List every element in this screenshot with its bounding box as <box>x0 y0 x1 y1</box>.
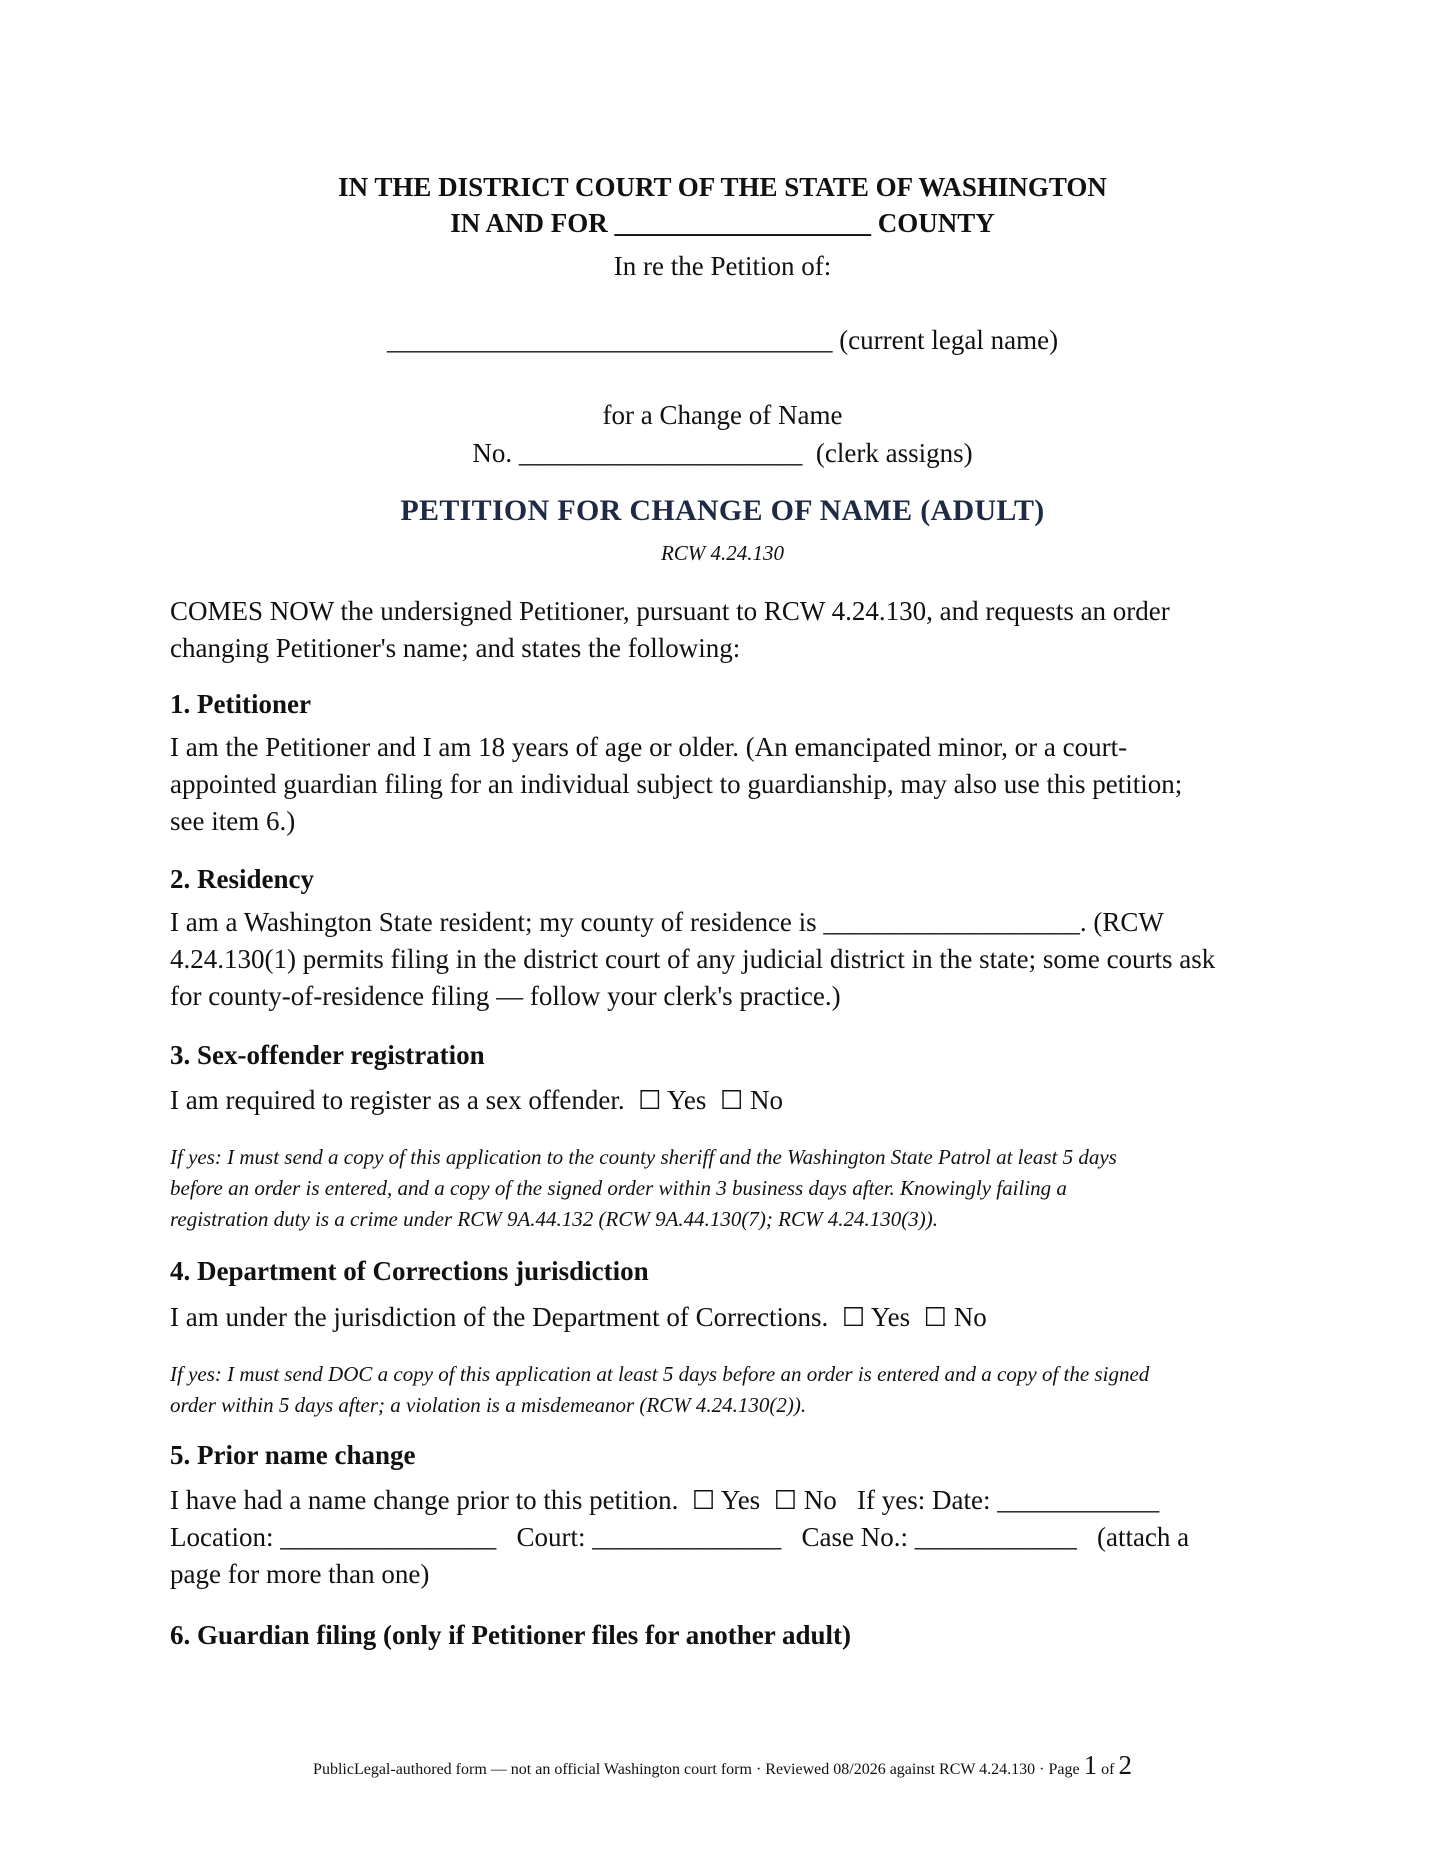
current-name-blank[interactable]: _________________________________ <box>386 325 833 355</box>
footer-of: of <box>1101 1761 1115 1778</box>
section-4-statement-row <box>170 1299 1280 1336</box>
section-1-line-3: see item 6.) <box>170 806 296 836</box>
section-3-note-line-2: before an order is entered, and a copy of the signed order within 3 business days after. Knowingly failing a <box>170 1176 1067 1200</box>
sex-offender-no-label: No <box>750 1085 783 1115</box>
prior-change-no-checkbox-icon[interactable]: ☐ <box>773 1486 798 1515</box>
in-re-text: In re the Petition of: <box>613 251 832 281</box>
court-line <box>0 170 1445 204</box>
section-4-note-line-1: If yes: I must send DOC a copy of this application at least 5 days before an order is entered and a copy of the signed <box>170 1362 1150 1386</box>
county-suffix: COUNTY <box>877 208 995 238</box>
page-footer <box>0 1750 1445 1785</box>
prior-change-no-label: No <box>803 1485 837 1515</box>
section-1-line-2: appointed guardian filing for an individual subject to guardianship, may also use this petition; <box>170 769 1183 799</box>
section-3-note-line-1: If yes: I must send a copy of this application to the county sheriff and the Washington State Patrol at least 5 days <box>170 1145 1117 1169</box>
prior-change-date-field[interactable]: If yes: Date: ____________ <box>857 1485 1160 1515</box>
section-3-note-line-3: registration duty is a crime under RCW 9A.44.132 (RCW 9A.44.130(7); RCW 4.24.130(3)). <box>170 1207 938 1231</box>
case-number-line <box>0 436 1445 470</box>
section-4-note <box>170 1359 1290 1421</box>
change-line-text: for a Change of Name <box>602 400 843 430</box>
county-line <box>0 206 1445 240</box>
sex-offender-no-checkbox-icon[interactable]: ☐ <box>719 1086 744 1115</box>
change-line <box>0 398 1445 432</box>
intro-line-1: COMES NOW the undersigned Petitioner, pursuant to RCW 4.24.130, and requests an order <box>170 596 1170 626</box>
footer-page-number: 1 <box>1083 1750 1098 1780</box>
section-3-note <box>170 1142 1290 1235</box>
section-5-body <box>170 1482 1280 1593</box>
section-5-line-3: page for more than one) <box>170 1559 430 1589</box>
prior-change-yes-checkbox-icon[interactable]: ☐ <box>691 1486 716 1515</box>
doc-no-checkbox-icon[interactable]: ☐ <box>923 1303 947 1332</box>
name-line <box>0 323 1445 357</box>
in-re-line <box>0 249 1445 283</box>
section-4-note-line-2: order within 5 days after; a violation is a misdemeanor (RCW 4.24.130(2)). <box>170 1393 807 1417</box>
prior-change-yes-label: Yes <box>720 1485 761 1515</box>
page-title-text: PETITION FOR CHANGE OF NAME (ADULT) <box>400 494 1045 527</box>
section-3-heading: 3. Sex-offender registration <box>170 1040 485 1070</box>
section-5-heading: 5. Prior name change <box>170 1440 416 1470</box>
case-prefix: No. <box>472 438 513 468</box>
case-number-blank[interactable]: _____________________ <box>518 438 803 468</box>
section-5-statement: I have had a name change prior to this petition. <box>170 1485 679 1515</box>
section-3-statement-row <box>170 1082 1280 1119</box>
section-2-body <box>170 904 1280 1015</box>
sex-offender-yes-checkbox-icon[interactable]: ☐ <box>638 1086 662 1115</box>
prior-change-attach-note: (attach a <box>1096 1522 1190 1552</box>
prior-change-court-field[interactable]: Court: ______________ <box>516 1522 782 1552</box>
current-name-note: (current legal name) <box>839 325 1059 355</box>
county-prefix: IN AND FOR <box>450 208 608 238</box>
footer-text: PublicLegal-authored form — not an official Washington court form · Reviewed 08/2026 against RCW 4.24.130 · Page <box>313 1761 1080 1778</box>
county-blank[interactable]: ___________________ <box>614 208 871 238</box>
prior-change-case-number-field[interactable]: Case No.: ____________ <box>801 1522 1077 1552</box>
section-2-line-2: 4.24.130(1) permits filing in the district court of any judicial district in the state; some courts ask <box>170 944 1216 974</box>
section-2-heading: 2. Residency <box>170 864 314 894</box>
page-title <box>0 494 1445 528</box>
section-4-statement: I am under the jurisdiction of the Department of Corrections. <box>170 1302 829 1332</box>
sex-offender-yes-label: Yes <box>667 1085 707 1115</box>
section-2-line-1[interactable]: I am a Washington State resident; my county of residence is ___________________. (RCW <box>170 907 1164 937</box>
section-3-statement: I am required to register as a sex offender. <box>170 1085 625 1115</box>
doc-yes-checkbox-icon[interactable]: ☐ <box>841 1303 866 1332</box>
court-line-text: IN THE DISTRICT COURT OF THE STATE OF WASHINGTON <box>338 172 1107 202</box>
page-subtitle <box>0 541 1445 566</box>
section-6-heading: 6. Guardian filing (only if Petitioner files for another adult) <box>170 1620 851 1650</box>
footer-page-total: 2 <box>1118 1750 1132 1780</box>
section-2-line-3: for county-of-residence filing — follow your clerk's practice.) <box>170 981 841 1011</box>
intro-paragraph <box>170 593 1280 667</box>
section-1-body <box>170 729 1280 840</box>
section-1-line-1: I am the Petitioner and I am 18 years of age or older. (An emancipated minor, or a court- <box>170 732 1128 762</box>
section-1-heading: 1. Petitioner <box>170 689 311 719</box>
intro-line-2: changing Petitioner's name; and states the following: <box>170 633 741 663</box>
prior-change-location-field[interactable]: Location: ________________ <box>170 1522 497 1552</box>
page-subtitle-text: RCW 4.24.130 <box>660 541 785 565</box>
doc-yes-label: Yes <box>870 1302 911 1332</box>
section-4-heading: 4. Department of Corrections jurisdiction <box>170 1256 649 1286</box>
doc-no-label: No <box>953 1302 987 1332</box>
case-note: (clerk assigns) <box>815 438 973 468</box>
